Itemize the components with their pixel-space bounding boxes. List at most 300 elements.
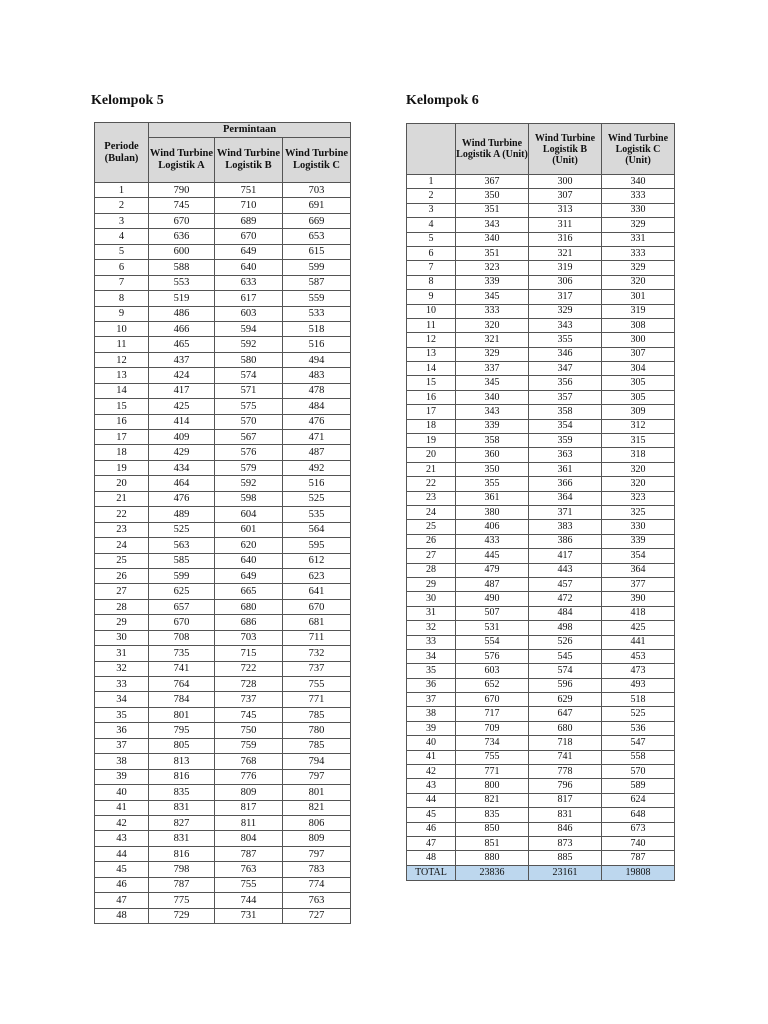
logistik-a-cell: 670 (149, 213, 215, 228)
table-row (407, 549, 675, 563)
logistik-b-cell: 574 (529, 664, 602, 678)
table-row (95, 615, 351, 630)
logistik-b-cell: 570 (215, 414, 283, 429)
table-row (95, 846, 351, 861)
logistik-b-cell: 744 (215, 893, 283, 908)
logistik-c-cell: 476 (283, 414, 351, 429)
logistik-c-cell: 483 (283, 368, 351, 383)
logistik-b-cell: 703 (215, 630, 283, 645)
table-row (95, 738, 351, 753)
periode-cell: 39 (407, 721, 456, 735)
logistik-b-cell: 321 (529, 246, 602, 260)
logistik-a-cell: 771 (456, 765, 529, 779)
logistik-b-cell: 647 (529, 707, 602, 721)
periode-cell: 33 (95, 677, 149, 692)
logistik-b-cell: 574 (215, 368, 283, 383)
logistik-a-cell: 361 (456, 491, 529, 505)
periode-cell: 3 (407, 203, 456, 217)
logistik-a-cell: 775 (149, 893, 215, 908)
logistik-b-cell: 386 (529, 534, 602, 548)
logistik-b-cell: 347 (529, 362, 602, 376)
kelompok-6-rows (407, 175, 675, 866)
logistik-a-cell: 351 (456, 246, 529, 260)
table-row (407, 765, 675, 779)
periode-cell: 30 (95, 630, 149, 645)
logistik-c-cell: 493 (602, 678, 675, 692)
table-row (95, 460, 351, 475)
logistik-c-cell: 329 (602, 261, 675, 275)
logistik-c-cell: 589 (602, 779, 675, 793)
logistik-b-cell: 809 (215, 785, 283, 800)
column-header-c: Wind Turbine Logistik C (Unit) (602, 124, 675, 175)
periode-cell: 21 (407, 462, 456, 476)
table-row (95, 275, 351, 290)
logistik-b-cell: 366 (529, 477, 602, 491)
logistik-a-cell: 835 (456, 808, 529, 822)
logistik-b-cell: 846 (529, 822, 602, 836)
logistik-b-cell: 361 (529, 462, 602, 476)
logistik-c-cell: 711 (283, 630, 351, 645)
logistik-c-cell: 535 (283, 507, 351, 522)
logistik-a-cell: 323 (456, 261, 529, 275)
table-row (95, 800, 351, 815)
table-row (95, 723, 351, 738)
periode-cell: 14 (95, 383, 149, 398)
periode-cell: 36 (407, 678, 456, 692)
logistik-b-cell: 885 (529, 851, 602, 865)
table-row (407, 793, 675, 807)
table-row (95, 769, 351, 784)
table-row (407, 678, 675, 692)
logistik-a-cell: 563 (149, 538, 215, 553)
periode-cell: 34 (95, 692, 149, 707)
periode-cell: 11 (95, 337, 149, 352)
logistik-a-cell: 350 (456, 189, 529, 203)
periode-cell: 12 (95, 352, 149, 367)
logistik-b-cell: 670 (215, 229, 283, 244)
logistik-c-cell: 319 (602, 304, 675, 318)
logistik-c-cell: 484 (283, 399, 351, 414)
table-row (407, 318, 675, 332)
logistik-b-cell: 620 (215, 538, 283, 553)
table-row (407, 779, 675, 793)
periode-cell: 47 (407, 836, 456, 850)
table-row (407, 362, 675, 376)
logistik-b-cell: 778 (529, 765, 602, 779)
logistik-a-cell: 445 (456, 549, 529, 563)
periode-cell: 44 (95, 846, 149, 861)
logistik-b-cell: 526 (529, 635, 602, 649)
logistik-b-cell: 804 (215, 831, 283, 846)
periode-cell: 26 (95, 568, 149, 583)
table-row (407, 693, 675, 707)
logistik-b-cell: 755 (215, 877, 283, 892)
logistik-b-cell: 728 (215, 677, 283, 692)
logistik-a-cell: 355 (456, 477, 529, 491)
logistik-c-cell: 533 (283, 306, 351, 321)
logistik-c-cell: 558 (602, 750, 675, 764)
logistik-a-cell: 465 (149, 337, 215, 352)
table-row (407, 405, 675, 419)
table-row (95, 538, 351, 553)
table-row (407, 390, 675, 404)
table-row (95, 522, 351, 537)
logistik-c-cell: 727 (283, 908, 351, 923)
logistik-a-cell: 466 (149, 321, 215, 336)
logistik-c-cell: 785 (283, 738, 351, 753)
logistik-c-cell: 681 (283, 615, 351, 630)
kelompok-5-table (94, 122, 351, 924)
logistik-c-cell: 794 (283, 754, 351, 769)
periode-cell: 41 (407, 750, 456, 764)
logistik-b-cell: 617 (215, 291, 283, 306)
logistik-a-cell: 343 (456, 405, 529, 419)
periode-cell: 46 (407, 822, 456, 836)
logistik-a-cell: 486 (149, 306, 215, 321)
logistik-b-cell: 576 (215, 445, 283, 460)
logistik-c-cell: 547 (602, 736, 675, 750)
periode-cell: 20 (95, 476, 149, 491)
logistik-a-cell: 835 (149, 785, 215, 800)
logistik-b-cell: 831 (529, 808, 602, 822)
periode-cell: 48 (407, 851, 456, 865)
logistik-a-cell: 801 (149, 707, 215, 722)
logistik-a-cell: 414 (149, 414, 215, 429)
logistik-a-cell: 755 (456, 750, 529, 764)
table-row (407, 419, 675, 433)
table-row (95, 213, 351, 228)
logistik-b-cell: 710 (215, 198, 283, 213)
periode-cell: 17 (95, 430, 149, 445)
periode-cell: 13 (95, 368, 149, 383)
logistik-b-cell: 715 (215, 646, 283, 661)
table-row (407, 246, 675, 260)
logistik-b-cell: 319 (529, 261, 602, 275)
table-row (95, 352, 351, 367)
logistik-c-cell: 801 (283, 785, 351, 800)
table-row (407, 534, 675, 548)
logistik-c-cell: 703 (283, 183, 351, 198)
table-row (95, 599, 351, 614)
logistik-c-cell: 821 (283, 800, 351, 815)
table-row (95, 383, 351, 398)
logistik-a-cell: 417 (149, 383, 215, 398)
logistik-a-cell: 345 (456, 376, 529, 390)
periode-cell: 6 (95, 260, 149, 275)
logistik-c-cell: 653 (283, 229, 351, 244)
total-a: 23836 (456, 865, 529, 880)
logistik-c-cell: 330 (602, 520, 675, 534)
table-row (95, 815, 351, 830)
logistik-c-cell: 325 (602, 505, 675, 519)
logistik-a-cell: 329 (456, 347, 529, 361)
periode-cell: 20 (407, 448, 456, 462)
periode-cell: 14 (407, 362, 456, 376)
table-row (95, 306, 351, 321)
logistik-c-cell: 559 (283, 291, 351, 306)
logistik-a-cell: 531 (456, 621, 529, 635)
table-row (407, 577, 675, 591)
table-row (95, 491, 351, 506)
logistik-b-cell: 722 (215, 661, 283, 676)
logistik-a-cell: 745 (149, 198, 215, 213)
table-row (95, 553, 351, 568)
logistik-b-cell: 592 (215, 337, 283, 352)
logistik-b-cell: 472 (529, 592, 602, 606)
logistik-b-cell: 545 (529, 649, 602, 663)
periode-cell: 1 (95, 183, 149, 198)
periode-cell: 37 (407, 693, 456, 707)
logistik-a-cell: 525 (149, 522, 215, 537)
table-row (407, 635, 675, 649)
logistik-c-cell: 494 (283, 352, 351, 367)
logistik-c-cell: 330 (602, 203, 675, 217)
table-row (407, 462, 675, 476)
logistik-b-cell: 307 (529, 189, 602, 203)
logistik-b-cell: 603 (215, 306, 283, 321)
periode-cell: 43 (95, 831, 149, 846)
table-row (407, 477, 675, 491)
logistik-a-cell: 434 (149, 460, 215, 475)
table-row (407, 520, 675, 534)
logistik-c-cell: 300 (602, 333, 675, 347)
periode-cell: 38 (407, 707, 456, 721)
table-row (95, 677, 351, 692)
logistik-b-cell: 443 (529, 563, 602, 577)
periode-cell: 39 (95, 769, 149, 784)
periode-cell: 35 (95, 707, 149, 722)
logistik-c-cell: 806 (283, 815, 351, 830)
table-row (95, 337, 351, 352)
logistik-b-cell: 311 (529, 218, 602, 232)
logistik-b-cell: 364 (529, 491, 602, 505)
column-header-b: Wind Turbine Logistik B (215, 138, 283, 183)
periode-cell: 8 (95, 291, 149, 306)
logistik-c-cell: 587 (283, 275, 351, 290)
table-row (407, 606, 675, 620)
table-row (95, 198, 351, 213)
periode-cell: 15 (95, 399, 149, 414)
logistik-c-cell: 755 (283, 677, 351, 692)
total-c: 19808 (602, 865, 675, 880)
logistik-a-cell: 487 (456, 577, 529, 591)
logistik-b-cell: 796 (529, 779, 602, 793)
logistik-c-cell: 599 (283, 260, 351, 275)
logistik-c-cell: 309 (602, 405, 675, 419)
kelompok-5-title: Kelompok 5 (91, 93, 164, 108)
periode-cell: 23 (95, 522, 149, 537)
periode-cell: 28 (407, 563, 456, 577)
periode-cell: 4 (95, 229, 149, 244)
table-row (407, 592, 675, 606)
logistik-a-cell: 360 (456, 448, 529, 462)
logistik-a-cell: 764 (149, 677, 215, 692)
logistik-a-cell: 351 (456, 203, 529, 217)
logistik-b-cell: 355 (529, 333, 602, 347)
logistik-c-cell: 623 (283, 568, 351, 583)
logistik-a-cell: 424 (149, 368, 215, 383)
logistik-a-cell: 790 (149, 183, 215, 198)
table-row (95, 260, 351, 275)
logistik-c-cell: 320 (602, 477, 675, 491)
logistik-c-cell: 737 (283, 661, 351, 676)
periode-cell: 4 (407, 218, 456, 232)
total-row (407, 865, 675, 880)
logistik-a-cell: 490 (456, 592, 529, 606)
logistik-a-cell: 321 (456, 333, 529, 347)
logistik-c-cell: 418 (602, 606, 675, 620)
periode-cell: 7 (407, 261, 456, 275)
logistik-c-cell: 487 (283, 445, 351, 460)
periode-cell: 32 (95, 661, 149, 676)
kelompok-6-title: Kelompok 6 (406, 93, 479, 108)
logistik-a-cell: 340 (456, 232, 529, 246)
table-row (95, 646, 351, 661)
logistik-a-cell: 343 (456, 218, 529, 232)
table-row (407, 261, 675, 275)
logistik-c-cell: 305 (602, 376, 675, 390)
logistik-a-cell: 831 (149, 800, 215, 815)
periode-cell: 27 (407, 549, 456, 563)
logistik-b-cell: 640 (215, 260, 283, 275)
logistik-c-cell: 669 (283, 213, 351, 228)
logistik-c-cell: 648 (602, 808, 675, 822)
periode-cell: 32 (407, 621, 456, 635)
periode-cell: 19 (95, 460, 149, 475)
table-row (407, 750, 675, 764)
logistik-a-cell: 670 (149, 615, 215, 630)
table-row (407, 203, 675, 217)
logistik-c-cell: 797 (283, 846, 351, 861)
logistik-b-cell: 811 (215, 815, 283, 830)
logistik-c-cell: 305 (602, 390, 675, 404)
table-row (407, 721, 675, 735)
logistik-c-cell: 740 (602, 836, 675, 850)
periode-header: Periode (Bulan) (95, 123, 149, 183)
table-row (407, 448, 675, 462)
logistik-a-cell: 409 (149, 430, 215, 445)
periode-cell: 43 (407, 779, 456, 793)
logistik-a-cell: 851 (456, 836, 529, 850)
logistik-b-cell: 665 (215, 584, 283, 599)
logistik-b-cell: 343 (529, 318, 602, 332)
logistik-a-cell: 625 (149, 584, 215, 599)
periode-cell: 15 (407, 376, 456, 390)
logistik-b-cell: 640 (215, 553, 283, 568)
table-row (407, 808, 675, 822)
table-row (95, 244, 351, 259)
logistik-a-cell: 433 (456, 534, 529, 548)
logistik-c-cell: 525 (602, 707, 675, 721)
periode-cell: 2 (407, 189, 456, 203)
periode-cell: 5 (407, 232, 456, 246)
logistik-b-cell: 316 (529, 232, 602, 246)
periode-cell: 3 (95, 213, 149, 228)
periode-cell: 17 (407, 405, 456, 419)
logistik-c-cell: 771 (283, 692, 351, 707)
logistik-c-cell: 339 (602, 534, 675, 548)
logistik-b-cell: 817 (529, 793, 602, 807)
logistik-b-cell: 313 (529, 203, 602, 217)
logistik-c-cell: 624 (602, 793, 675, 807)
table-row (95, 831, 351, 846)
logistik-c-cell: 320 (602, 275, 675, 289)
logistik-b-cell: 750 (215, 723, 283, 738)
logistik-b-cell: 571 (215, 383, 283, 398)
logistik-a-cell: 603 (456, 664, 529, 678)
logistik-c-cell: 307 (602, 347, 675, 361)
periode-cell: 40 (95, 785, 149, 800)
logistik-c-cell: 340 (602, 175, 675, 189)
logistik-b-cell: 357 (529, 390, 602, 404)
table-row (95, 661, 351, 676)
logistik-c-cell: 320 (602, 462, 675, 476)
periode-cell: 25 (95, 553, 149, 568)
periode-cell: 24 (95, 538, 149, 553)
periode-cell: 31 (407, 606, 456, 620)
periode-cell: 13 (407, 347, 456, 361)
logistik-b-cell: 763 (215, 862, 283, 877)
periode-cell: 7 (95, 275, 149, 290)
periode-cell: 42 (407, 765, 456, 779)
logistik-a-cell: 345 (456, 290, 529, 304)
periode-cell: 1 (407, 175, 456, 189)
logistik-b-cell: 498 (529, 621, 602, 635)
logistik-b-cell: 596 (529, 678, 602, 692)
periode-cell: 29 (95, 615, 149, 630)
periode-cell: 22 (407, 477, 456, 491)
logistik-a-cell: 708 (149, 630, 215, 645)
logistik-c-cell: 564 (283, 522, 351, 537)
logistik-b-cell: 633 (215, 275, 283, 290)
table-row (95, 754, 351, 769)
logistik-a-cell: 821 (456, 793, 529, 807)
logistik-b-cell: 580 (215, 352, 283, 367)
periode-cell: 16 (407, 390, 456, 404)
periode-cell: 48 (95, 908, 149, 923)
logistik-b-cell: 346 (529, 347, 602, 361)
logistik-a-cell: 657 (149, 599, 215, 614)
table-row (407, 736, 675, 750)
logistik-a-cell: 340 (456, 390, 529, 404)
logistik-b-cell: 873 (529, 836, 602, 850)
logistik-b-cell: 383 (529, 520, 602, 534)
logistik-c-cell: 797 (283, 769, 351, 784)
logistik-b-cell: 417 (529, 549, 602, 563)
logistik-a-cell: 670 (456, 693, 529, 707)
logistik-c-cell: 595 (283, 538, 351, 553)
logistik-c-cell: 304 (602, 362, 675, 376)
logistik-b-cell: 575 (215, 399, 283, 414)
logistik-a-cell: 599 (149, 568, 215, 583)
logistik-a-cell: 652 (456, 678, 529, 692)
total-b: 23161 (529, 865, 602, 880)
table-row (95, 291, 351, 306)
logistik-c-cell: 516 (283, 476, 351, 491)
logistik-a-cell: 585 (149, 553, 215, 568)
periode-cell: 40 (407, 736, 456, 750)
table-row (95, 707, 351, 722)
logistik-c-cell: 641 (283, 584, 351, 599)
logistik-c-cell: 774 (283, 877, 351, 892)
logistik-b-cell: 686 (215, 615, 283, 630)
table-row (407, 664, 675, 678)
logistik-a-cell: 741 (149, 661, 215, 676)
logistik-a-cell: 880 (456, 851, 529, 865)
logistik-c-cell: 364 (602, 563, 675, 577)
periode-cell: 18 (95, 445, 149, 460)
logistik-a-cell: 320 (456, 318, 529, 332)
